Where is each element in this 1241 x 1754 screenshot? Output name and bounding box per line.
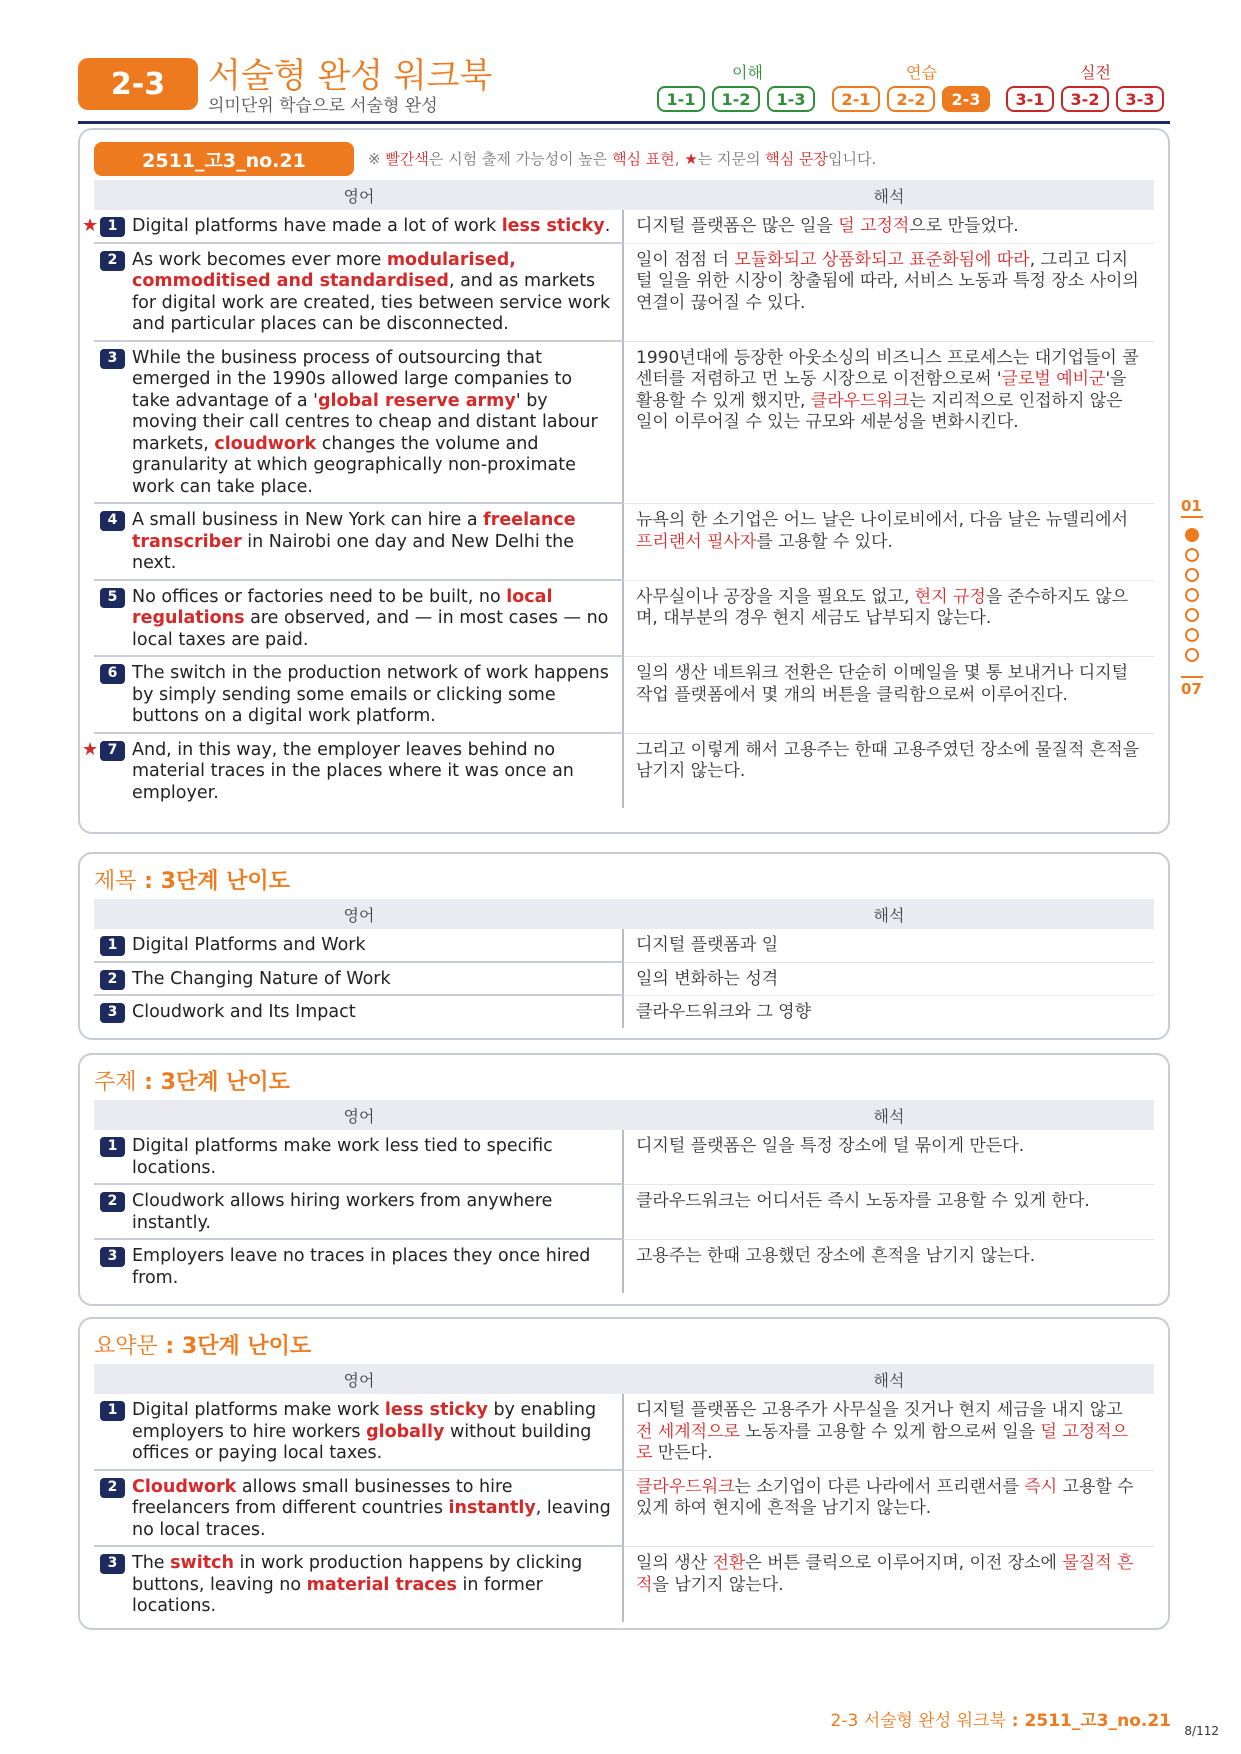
table-row <box>94 1471 1154 1548</box>
legend-note <box>368 148 876 169</box>
row-number-badge: 1 <box>100 936 125 956</box>
key-expression: material traces <box>306 1574 457 1595</box>
english-cell <box>94 929 624 963</box>
key-expression-ko: 모듈화되고 상품화되고 표준화됨에 따라 <box>734 249 1030 270</box>
footer-separator: : <box>1005 1711 1025 1731</box>
korean-text: 일의 생산 <box>636 1553 713 1573</box>
row-number-badge: 2 <box>100 251 125 271</box>
note-red-word: 빨간색 <box>385 150 429 168</box>
table-header <box>94 1364 1154 1394</box>
stage-tab-3-2[interactable]: 3-2 <box>1061 86 1109 112</box>
passage-panel <box>78 128 1170 834</box>
passage-code-badge: 2511_고3_no.21 <box>94 142 354 176</box>
star-icon: ★ <box>684 150 698 168</box>
english-cell <box>94 1471 624 1548</box>
key-expression: switch <box>170 1553 234 1573</box>
english-text: ' by moving their call centres to cheap and distant labour markets, <box>132 390 598 454</box>
table-row <box>94 244 1154 342</box>
english-text: No offices or factories need to be built, no <box>132 586 507 607</box>
stage-group-label: 실전 <box>1080 63 1111 82</box>
stage-tab-3-3[interactable]: 3-3 <box>1116 86 1164 112</box>
difficulty-level: 3단계 난이도 <box>160 869 290 894</box>
korean-cell <box>624 657 1154 734</box>
side-nav-dot[interactable] <box>1185 628 1199 642</box>
korean-cell <box>624 581 1154 658</box>
side-nav-dot[interactable] <box>1185 608 1199 622</box>
english-text: . <box>604 216 611 236</box>
column-header-korean: 해석 <box>873 1370 905 1390</box>
key-expression-ko: 즉시 <box>1024 1476 1058 1497</box>
note-key-expression: 핵심 표현 <box>612 150 675 168</box>
korean-text: , 그리고 디지털 일을 위한 시장이 창출됨에 따라, 서비스 노동과 특정 장소 사이의 연결이 끊어질 수 있다. <box>636 249 1139 313</box>
key-sentence-star-icon: ★ <box>82 215 99 236</box>
summary-section-heading <box>94 1329 311 1360</box>
english-text: are observed, and — in most cases — no local taxes are paid. <box>132 608 609 650</box>
english-cell <box>94 1547 624 1622</box>
title-rows <box>94 929 1154 1028</box>
column-header-korean: 해석 <box>873 1106 905 1126</box>
table-row <box>82 734 1154 809</box>
korean-text: 으로 만들었다. <box>909 216 1019 236</box>
korean-cell <box>624 1547 1154 1622</box>
column-header-korean: 해석 <box>873 905 905 925</box>
korean-text: 사무실이나 공장을 지을 필요도 없고, <box>636 586 915 607</box>
english-cell <box>94 657 624 734</box>
english-text: And, in this way, the employer leaves behind no material traces in the places where it was once an employer. <box>132 739 574 803</box>
table-row <box>94 1394 1154 1471</box>
note-text: , <box>674 150 685 168</box>
korean-text: 는 소기업이 다른 나라에서 프리랜서를 <box>734 1476 1025 1497</box>
english-text: The <box>132 1553 171 1573</box>
table-header <box>94 899 1154 929</box>
key-expression-ko: 물질적 흔적 <box>636 1553 1134 1595</box>
english-cell <box>94 1394 624 1471</box>
title-panel <box>78 852 1170 1040</box>
english-text: in work production happens by clicking buttons, leaving no <box>132 1553 583 1595</box>
table-row <box>82 210 1154 244</box>
key-sentence-star-icon: ★ <box>82 738 99 760</box>
korean-text: 은 버튼 클릭으로 이루어지며, 이전 장소에 <box>745 1553 1063 1573</box>
row-number-badge: 1 <box>100 1401 125 1421</box>
key-expression: globally <box>366 1421 445 1442</box>
title-table <box>94 899 1154 1028</box>
key-expression: modularised, commoditised and standardised <box>132 249 516 291</box>
stage-tab-1-2[interactable]: 1-2 <box>712 86 760 112</box>
english-cell <box>94 581 624 658</box>
footer-title: 2-3 서술형 완성 워크북 <box>830 1711 1006 1731</box>
korean-text: 디지털 플랫폼은 고용주가 사무실을 짓거나 현지 세금을 내지 않고 <box>636 1400 1123 1420</box>
column-header-english: 영어 <box>343 186 375 206</box>
title-section-heading <box>94 864 290 895</box>
english-text: Digital platforms have made a lot of work <box>132 216 502 236</box>
side-nav-dot[interactable] <box>1185 648 1199 662</box>
korean-cell <box>624 1130 1154 1185</box>
section-label: 제목 <box>94 869 137 894</box>
korean-cell <box>624 963 1154 997</box>
table-row <box>94 963 1154 997</box>
english-cell <box>94 1185 624 1240</box>
english-cell <box>94 963 624 997</box>
section-label: 주제 <box>94 1070 137 1095</box>
korean-text: '을 활용할 수 있게 했지만, <box>636 369 1127 411</box>
stage-tab-1-1[interactable]: 1-1 <box>657 86 705 112</box>
korean-cell <box>624 244 1154 342</box>
stage-tab-2-3[interactable]: 2-3 <box>942 86 990 112</box>
korean-text: 고용할 수 있게 하여 현지에 흔적을 남기지 않는다. <box>636 1476 1134 1518</box>
table-header <box>94 1100 1154 1130</box>
table-row <box>94 929 1154 963</box>
row-number-badge: 3 <box>100 1247 125 1267</box>
row-number-badge: 2 <box>100 1192 125 1212</box>
side-nav-dot[interactable] <box>1185 568 1199 582</box>
table-header <box>94 180 1154 210</box>
english-cell <box>94 342 624 505</box>
korean-text: 을 남기지 않는다. <box>652 1574 784 1595</box>
key-expression: Cloudwork <box>132 1476 237 1497</box>
key-expression-ko: 클라우드워크 <box>810 390 910 411</box>
korean-cell <box>624 210 1154 244</box>
english-cell <box>94 996 624 1028</box>
row-number-badge: 5 <box>100 588 125 608</box>
stage-tab-2-2[interactable]: 2-2 <box>887 86 935 112</box>
english-text: by enabling employers to hire workers <box>132 1400 597 1442</box>
note-key-sentence: 핵심 문장 <box>765 150 829 168</box>
korean-cell <box>624 929 1154 963</box>
row-number-badge: 6 <box>100 664 125 684</box>
table-row <box>94 1240 1154 1293</box>
section-label: 요약문 <box>94 1334 158 1359</box>
footer-code: 2511_고3_no.21 <box>1024 1711 1171 1731</box>
side-nav-dot[interactable] <box>1185 528 1199 542</box>
row-number-badge: 1 <box>100 1137 125 1157</box>
korean-text: 노동자를 고용할 수 있게 함으로써 일을 <box>739 1421 1041 1442</box>
english-text: Cloudwork and Its Impact <box>132 1002 356 1022</box>
korean-text: 디지털 플랫폼과 일 <box>636 935 779 955</box>
english-cell <box>94 244 624 342</box>
korean-text: 클라우드워크와 그 영향 <box>636 1002 812 1022</box>
row-number-badge: 1 <box>100 217 125 237</box>
page-title: 서술형 완성 워크북 <box>208 56 493 96</box>
key-expression: global reserve army <box>317 390 516 411</box>
korean-text: 를 고용할 수 있다. <box>756 531 893 552</box>
key-expression: cloudwork <box>214 433 317 454</box>
key-expression-ko: 덜 고정적으로 <box>636 1421 1129 1463</box>
english-text: in former locations. <box>132 1574 543 1616</box>
row-number-badge: 2 <box>100 1478 125 1498</box>
english-text: Employers leave no traces in places they once hired from. <box>132 1246 591 1288</box>
stage-group-label: 연습 <box>906 63 937 82</box>
page-subtitle: 의미단위 학습으로 서술형 완성 <box>208 96 438 116</box>
key-expression-ko: 전 세계적으로 <box>636 1421 740 1442</box>
english-text: without building offices or paying local taxes. <box>132 1421 592 1463</box>
table-row <box>94 342 1154 505</box>
theme-table <box>94 1100 1154 1293</box>
english-text: The Changing Nature of Work <box>132 968 391 989</box>
korean-text: 1990년대에 등장한 아웃소싱의 비즈니스 프로세스는 대기업들이 콜센터를 저렴하고 먼 노동 시장으로 이전함으로써 ' <box>636 347 1139 389</box>
column-header-english: 영어 <box>343 905 375 925</box>
key-expression-ko: 전환 <box>712 1553 746 1573</box>
note-text: 은 시험 출제 가능성이 높은 <box>428 150 613 168</box>
section-separator: : <box>136 1070 161 1095</box>
korean-text: 디지털 플랫폼은 많은 일을 <box>636 216 839 236</box>
english-text: changes the volume and granularity at which geographically non-proximate work can take place. <box>132 433 576 497</box>
side-nav-dot[interactable] <box>1185 548 1199 562</box>
key-expression-ko: 현지 규정 <box>914 586 986 607</box>
english-text: , and as markets for digital work are created, ties between service work and particular places can be disconnected. <box>132 271 611 334</box>
english-text: in Nairobi one day and New Delhi the next. <box>132 531 574 573</box>
korean-cell <box>624 996 1154 1028</box>
key-expression-ko: 덜 고정적 <box>838 216 910 236</box>
english-cell <box>82 210 624 244</box>
korean-text: 을 준수하지도 않으며, 대부분의 경우 현지 세금도 납부되지 않는다. <box>636 586 1129 628</box>
table-row <box>94 581 1154 658</box>
korean-text: 일의 변화하는 성격 <box>636 968 779 989</box>
english-text: Digital Platforms and Work <box>132 935 366 955</box>
key-expression-ko: 클라우드워크 <box>636 1476 735 1497</box>
side-nav-end: 07 <box>1181 680 1202 698</box>
korean-cell <box>624 1185 1154 1240</box>
korean-cell <box>624 1240 1154 1293</box>
english-cell <box>94 1240 624 1293</box>
english-text: While the business process of outsourcing that emerged in the 1990s allowed large companies to take advantage of a ' <box>132 347 573 411</box>
difficulty-level: 3단계 난이도 <box>160 1070 290 1095</box>
column-header-english: 영어 <box>343 1106 375 1126</box>
english-text: Digital platforms make work less tied to specific locations. <box>132 1136 553 1178</box>
korean-cell <box>624 1394 1154 1471</box>
english-text: , leaving no local traces. <box>132 1498 611 1540</box>
footer-caption <box>831 1706 1171 1731</box>
key-expression: instantly <box>448 1498 536 1518</box>
table-row <box>94 1130 1154 1185</box>
key-expression: less sticky <box>384 1400 488 1420</box>
column-header-korean: 해석 <box>873 186 905 206</box>
english-text: The switch in the production network of work happens by simply sending some emails or clicking some buttons on a digital work platform. <box>132 663 609 726</box>
side-nav-start: 01 <box>1181 497 1202 515</box>
english-cell <box>94 504 624 581</box>
theme-section-heading <box>94 1065 290 1096</box>
key-expression-ko: 프리랜서 필사자 <box>636 531 757 552</box>
key-expression: freelance transcriber <box>132 510 576 552</box>
table-row <box>94 996 1154 1028</box>
table-row <box>94 504 1154 581</box>
korean-text: 뉴욕의 한 소기업은 어느 날은 나이로비에서, 다음 날은 뉴델리에서 <box>636 510 1129 530</box>
row-number-badge: 3 <box>100 1554 125 1574</box>
side-nav-line <box>1181 516 1203 518</box>
english-text: allows small businesses to hire freelancers from different countries <box>132 1476 513 1518</box>
row-number-badge: 4 <box>100 511 125 531</box>
korean-cell <box>624 734 1154 809</box>
korean-cell <box>624 1471 1154 1548</box>
summary-table <box>94 1364 1154 1622</box>
row-number-badge: 3 <box>100 349 125 369</box>
korean-cell <box>624 342 1154 505</box>
english-text: Digital platforms make work <box>132 1400 385 1420</box>
section-separator: : <box>157 1334 182 1359</box>
section-separator: : <box>136 869 161 894</box>
column-header-english: 영어 <box>343 1370 375 1390</box>
korean-text: 고용주는 한때 고용했던 장소에 흔적을 남기지 않는다. <box>636 1246 1036 1266</box>
korean-text: 그리고 이렇게 해서 고용주는 한때 고용주였던 장소에 물질적 흔적을 남기지 않는다. <box>636 739 1140 781</box>
korean-text: 일의 생산 네트워크 전환은 단순히 이메일을 몇 통 보내거나 디지털 작업 플랫폼에서 몇 개의 버튼을 클릭함으로써 이루어진다. <box>636 663 1129 705</box>
difficulty-level: 3단계 난이도 <box>181 1334 312 1359</box>
stage-tab-2-1[interactable]: 2-1 <box>832 86 880 112</box>
english-text: Cloudwork allows hiring workers from anywhere instantly. <box>132 1191 553 1233</box>
korean-text: 일이 점점 더 <box>636 249 735 270</box>
key-expression-ko: 글로벌 예비군 <box>1001 369 1106 389</box>
stage-tab-1-3[interactable]: 1-3 <box>767 86 815 112</box>
korean-text: 디지털 플랫폼은 일을 특정 장소에 덜 묶이게 만든다. <box>636 1136 1025 1156</box>
note-text: 입니다. <box>828 150 877 168</box>
note-prefix: ※ <box>368 150 386 168</box>
note-text: 는 지문의 <box>697 150 766 168</box>
side-nav-line <box>1181 676 1203 678</box>
summary-rows <box>94 1394 1154 1622</box>
korean-text: 만든다. <box>652 1443 713 1463</box>
key-expression: local regulations <box>132 586 553 628</box>
section-badge: 2-3 <box>78 58 198 110</box>
table-row <box>94 1185 1154 1240</box>
key-expression: less sticky <box>501 216 605 236</box>
english-text: As work becomes ever more <box>132 249 387 270</box>
header-divider <box>78 121 1170 124</box>
passage-table <box>82 180 1154 808</box>
passage-rows <box>82 210 1154 808</box>
summary-panel <box>78 1317 1170 1630</box>
stage-group-label: 이해 <box>732 63 763 82</box>
row-number-badge: 3 <box>100 1003 125 1023</box>
english-text: A small business in New York can hire a <box>132 510 484 530</box>
page-number: 8/112 <box>1184 1724 1219 1738</box>
theme-panel <box>78 1053 1170 1306</box>
side-nav-dot[interactable] <box>1185 588 1199 602</box>
table-row <box>94 1547 1154 1622</box>
row-number-badge: 2 <box>100 970 125 990</box>
theme-rows <box>94 1130 1154 1293</box>
korean-text: 는 지리적으로 인접하지 않은 일이 이루어질 수 있는 규모와 세분성을 변화시킨다. <box>636 390 1123 432</box>
korean-cell <box>624 504 1154 581</box>
korean-text: 클라우드워크는 어디서든 즉시 노동자를 고용할 수 있게 한다. <box>636 1191 1090 1211</box>
row-number-badge: 7 <box>100 741 125 761</box>
english-cell <box>82 734 624 809</box>
english-cell <box>94 1130 624 1185</box>
stage-tab-3-1[interactable]: 3-1 <box>1006 86 1054 112</box>
table-row <box>94 657 1154 734</box>
